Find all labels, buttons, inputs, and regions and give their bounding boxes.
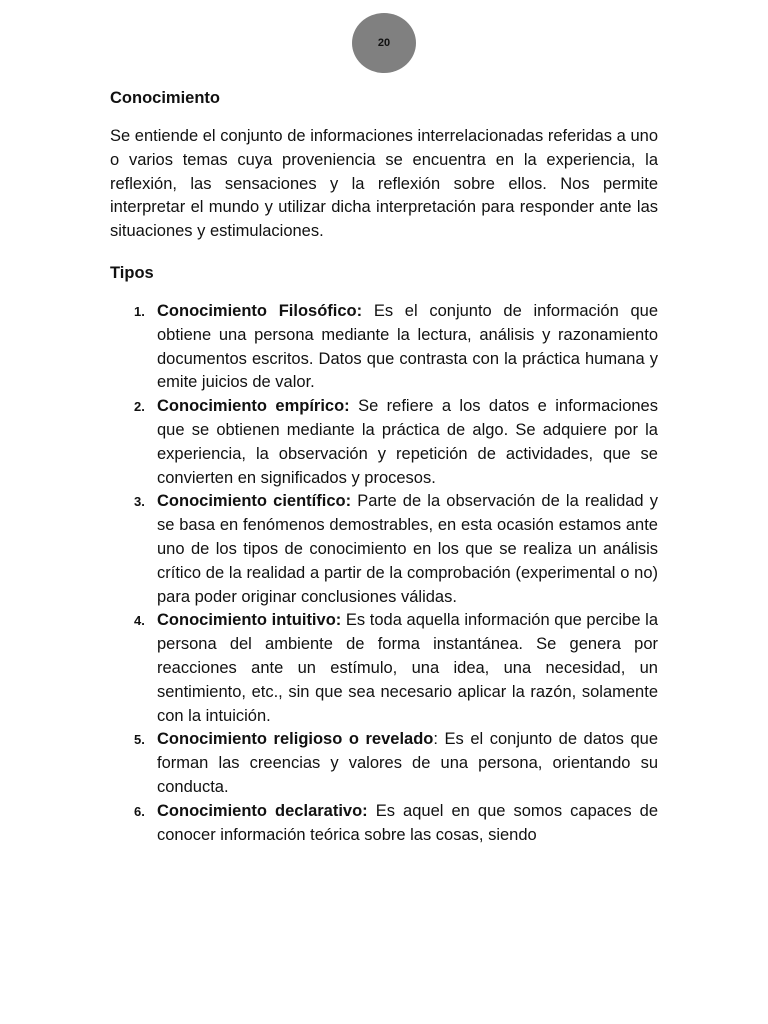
list-item-number: 5. <box>134 732 145 748</box>
list-item-term: Conocimiento empírico: <box>157 397 350 416</box>
list-item-number: 4. <box>134 613 145 629</box>
page-number-badge <box>352 13 416 73</box>
section-title-conocimiento: Conocimiento <box>110 89 220 107</box>
list-item-number: 1. <box>134 303 145 319</box>
page-number: 20 <box>377 37 391 49</box>
list-item <box>110 395 658 490</box>
list-item-number: 3. <box>134 494 145 510</box>
list-item-text: Es toda aquella información que percibe la persona del ambiente de forma instantánea. Se genera por reacciones ante un estímulo, una idea, una necesidad, un sentimiento, etc., sin que sea necesario aplicar la razón, solamente con la intuición. <box>157 611 659 725</box>
list-item <box>110 609 658 728</box>
list-item-text: Es aquel en que somos capaces de conocer información teórica sobre las cosas, siendo <box>157 801 659 844</box>
list-item <box>110 728 658 799</box>
list-item <box>110 490 658 609</box>
list-item-number: 6. <box>134 803 145 819</box>
page-content <box>110 86 658 847</box>
list-item-term: Conocimiento científico: <box>157 492 352 511</box>
list-item <box>110 300 658 395</box>
list-item-term: Conocimiento declarativo: <box>157 801 368 820</box>
definition-paragraph: Se entiende el conjunto de informaciones interrelacionadas referidas a uno o varios temas cuya proveniencia se encuentra en la experiencia, la reflexión, las sensaciones y la reflexión sobre ellos. Nos permite interpretar el mundo y utilizar dicha interpretación para responder ante las situaciones y estimulaciones. <box>110 127 658 241</box>
list-item-text: : Es el conjunto de datos que forman las creencias y valores de una persona, orientando su conducta. <box>157 730 658 796</box>
list-item <box>110 800 658 848</box>
list-item-number: 2. <box>134 399 145 415</box>
section-title-tipos: Tipos <box>110 263 154 282</box>
list-item-text: Es el conjunto de información que obtiene una persona mediante la lectura, análisis y razonamiento documentos escritos. Datos que contrasta con la práctica humana y emite juicios de valor. <box>157 301 659 392</box>
list-item-text: Se refiere a los datos e informaciones que se obtienen mediante la práctica de algo. Se adquiere por la experiencia, la observación y repetición de actividades, que se convierten en significados y procesos. <box>157 397 658 487</box>
types-list <box>110 300 658 847</box>
list-item-term: Conocimiento religioso o revelado <box>157 730 434 749</box>
list-item-term: Conocimiento intuitivo: <box>157 611 342 630</box>
list-item-term: Conocimiento Filosófico: <box>157 301 363 320</box>
list-item-text: Parte de la observación de la realidad y se basa en fenómenos demostrables, en esta ocasión estamos ante uno de los tipos de conocimiento en los que se realiza un análisis crítico de la realidad a partir de la comprobación (experimental o no) para poder originar conclusiones válidas. <box>157 492 658 606</box>
